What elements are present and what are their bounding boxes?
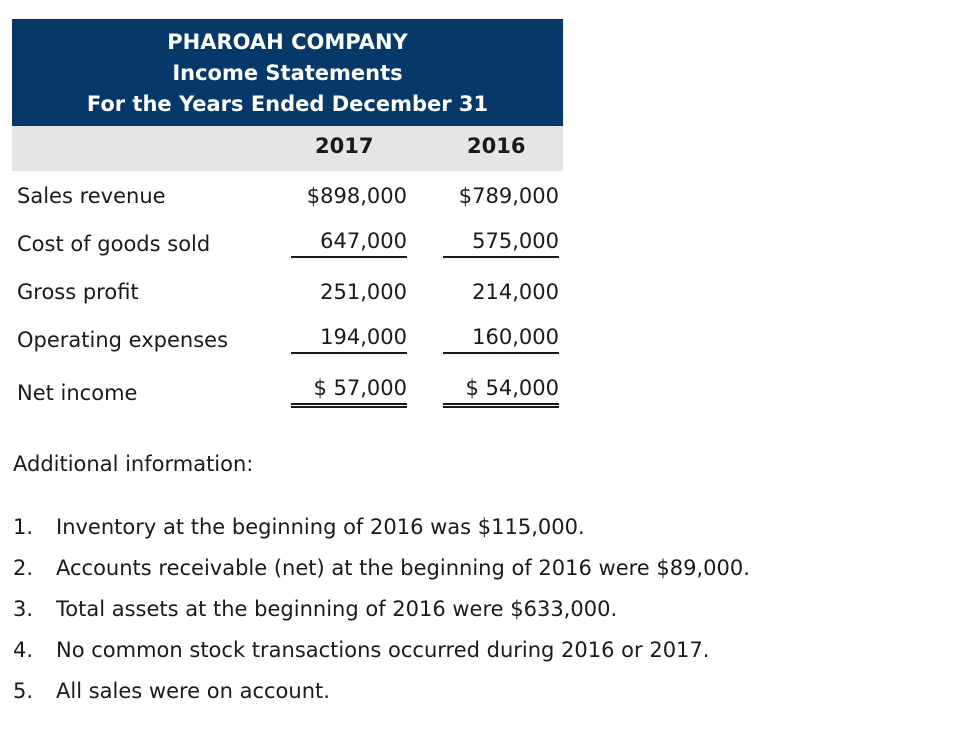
value-2016: $ 54,000 — [443, 376, 559, 408]
row-label: Operating expenses — [17, 328, 229, 352]
item-text: Total assets at the beginning of 2016 were $633,000. — [56, 597, 618, 621]
list-item — [13, 514, 750, 555]
row-label: Net income — [17, 381, 138, 405]
value-2016: 214,000 — [472, 280, 559, 304]
value-2017: $ 57,000 — [291, 376, 407, 408]
statement-header — [12, 19, 563, 126]
list-item — [13, 555, 750, 596]
item-text: Inventory at the beginning of 2016 was $115,000. — [56, 515, 585, 539]
row-sales-revenue — [12, 171, 563, 220]
item-number: 4. — [13, 638, 34, 662]
item-text: All sales were on account. — [56, 679, 330, 703]
additional-information-heading: Additional information: — [13, 452, 254, 476]
row-label: Gross profit — [17, 280, 139, 304]
additional-information-list — [13, 514, 750, 719]
statement-period: For the Years Ended December 31 — [86, 92, 489, 116]
item-number: 5. — [13, 679, 34, 703]
item-number: 3. — [13, 597, 34, 621]
value-2017: $898,000 — [306, 184, 407, 208]
list-item — [13, 596, 750, 637]
row-label: Sales revenue — [17, 184, 166, 208]
statement-title: Income Statements — [172, 61, 403, 85]
year-2017-header: 2017 — [315, 134, 374, 158]
row-label: Cost of goods sold — [17, 232, 211, 256]
item-text: Accounts receivable (net) at the beginning of 2016 were $89,000. — [56, 556, 750, 580]
item-text: No common stock transactions occurred during 2016 or 2017. — [56, 638, 710, 662]
value-2017: 647,000 — [291, 229, 407, 258]
row-cost-of-goods-sold — [12, 220, 563, 268]
value-2016: 575,000 — [443, 229, 559, 258]
value-2017: 194,000 — [291, 325, 407, 354]
year-2016-header: 2016 — [467, 134, 526, 158]
year-header-row — [12, 126, 563, 171]
row-net-income — [12, 364, 563, 424]
row-operating-expenses — [12, 316, 563, 364]
list-item — [13, 637, 750, 678]
income-statement-table — [12, 19, 563, 424]
value-2016: $789,000 — [458, 184, 559, 208]
company-name: PHAROAH COMPANY — [167, 30, 408, 54]
value-2016: 160,000 — [443, 325, 559, 354]
row-gross-profit — [12, 268, 563, 316]
item-number: 1. — [13, 515, 34, 539]
list-item — [13, 678, 750, 719]
value-2017: 251,000 — [320, 280, 407, 304]
item-number: 2. — [13, 556, 34, 580]
